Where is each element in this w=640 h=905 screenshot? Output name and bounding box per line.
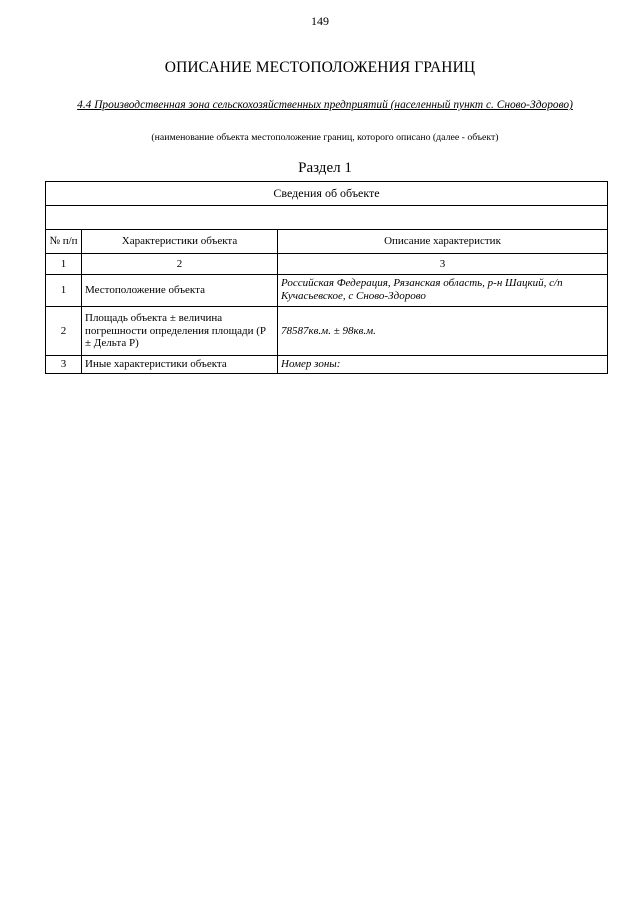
row-number: 3 [46, 356, 82, 374]
row-description: 78587кв.м. ± 98кв.м. [278, 307, 608, 356]
section-title: Раздел 1 [298, 160, 352, 176]
document-title: ОПИСАНИЕ МЕСТОПОЛОЖЕНИЯ ГРАНИЦ [164, 59, 476, 76]
table-blank-cell [46, 206, 608, 230]
table-heading: Сведения об объекте [46, 182, 608, 206]
object-name: 4.4 Производственная зона сельскохозяйственных предприятий (населенный пункт с. Сново-Здорово) [77, 99, 573, 111]
table-column-header-row [46, 230, 608, 254]
row-number: 1 [46, 275, 82, 307]
page-number: 149 [311, 14, 329, 28]
table-heading-row [46, 182, 608, 206]
row-characteristic: Площадь объекта ± величина погрешности определения площади (P ± Дельта P) [82, 307, 278, 356]
row-description: Российская Федерация, Рязанская область, р-н Шацкий, с/п Кучасьевское, с Сново-Здорово [278, 275, 608, 307]
column-number-1: 1 [46, 254, 82, 275]
object-name-caption: (наименование объекта местоположение границ, которого описано (далее - объект) [151, 132, 499, 143]
column-header-number: № п/п [46, 230, 82, 254]
column-header-description: Описание характеристик [278, 230, 608, 254]
table-column-number-row [46, 254, 608, 275]
row-description: Номер зоны: [278, 356, 608, 374]
object-info-table [45, 181, 608, 374]
table-row [46, 275, 608, 307]
row-number: 2 [46, 307, 82, 356]
row-characteristic: Местоположение объекта [82, 275, 278, 307]
column-number-2: 2 [82, 254, 278, 275]
column-number-3: 3 [278, 254, 608, 275]
table-blank-row [46, 206, 608, 230]
table-row [46, 356, 608, 374]
table-row [46, 307, 608, 356]
column-header-characteristic: Характеристики объекта [82, 230, 278, 254]
row-characteristic: Иные характеристики объекта [82, 356, 278, 374]
